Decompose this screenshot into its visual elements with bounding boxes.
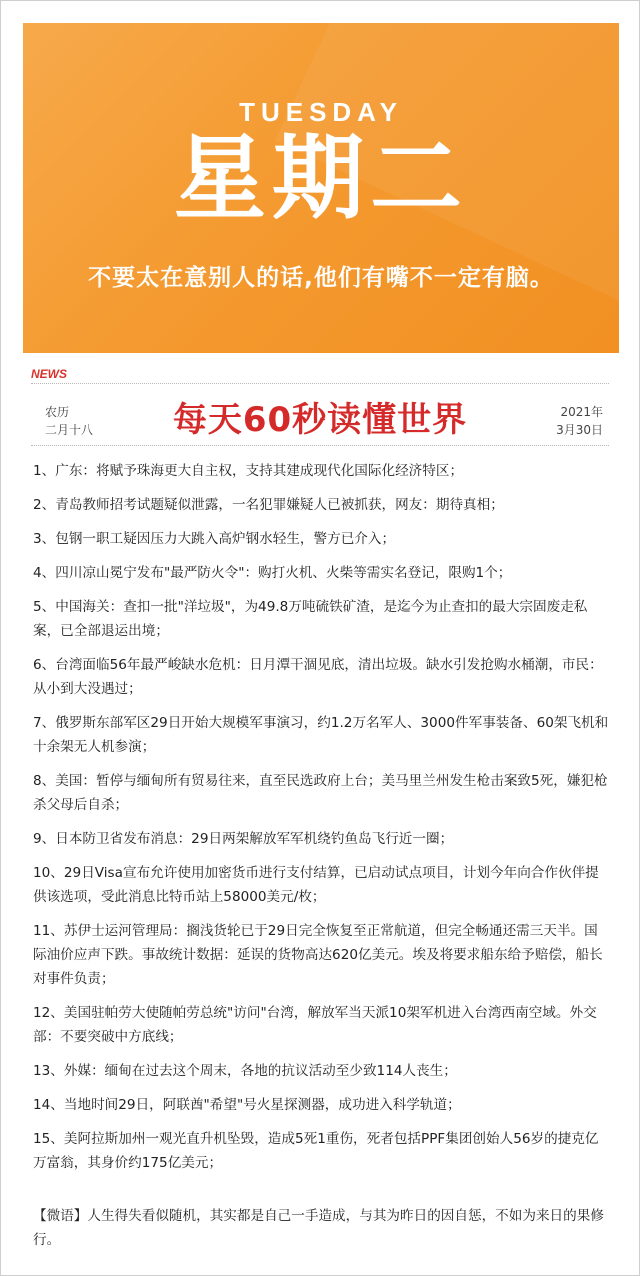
divider-bottom xyxy=(31,445,609,446)
date-day: 3月30日 xyxy=(556,423,603,437)
news-item-4: 4、四川凉山冕宁发布"最严防火令"：购打火机、火柴等需实名登记，限购1个； xyxy=(33,565,512,581)
news-item-7: 7、俄罗斯东部军区29日开始大规模军事演习，约1.2万名军人、3000件军事装备、60架飞机和十余架无人机参演； xyxy=(33,715,609,755)
news-item-12: 12、美国驻帕劳大使随帕劳总统"访问"台湾，解放军当天派10架军机进入台湾西南空域。外交部：不要突破中方底线； xyxy=(33,1005,597,1045)
weekday-chinese: 星期二 xyxy=(173,125,468,232)
date-year: 2021年 xyxy=(560,405,603,419)
daily-quote: 【微语】人生得失看似随机，其实都是自己一手造成，与其为昨日的因自惩，不如为来日的果修行。 xyxy=(33,1208,604,1248)
news-item-14: 14、当地时间29日，阿联酋"希望"号火星探测器，成功进入科学轨道； xyxy=(33,1097,461,1113)
news-item-1: 1、广东：将赋予珠海更大自主权，支持其建成现代化国际化经济特区； xyxy=(33,463,464,479)
news-item-15: 15、美阿拉斯加州一观光直升机坠毁，造成5死1重伤，死者包括PPF集团创始人56岁的捷克亿万富翁，其身价约175亿美元； xyxy=(33,1131,599,1171)
lunar-label: 农历 xyxy=(45,405,70,419)
news-item-5: 5、中国海关：查扣一批"洋垃圾"，为49.8万吨硫铁矿渣，是迄今为止查扣的最大宗固废走私案，已全部退运出境； xyxy=(33,599,588,639)
lunar-day: 二月十八 xyxy=(45,423,94,437)
news-tag: NEWS xyxy=(31,367,67,381)
news-item-9: 9、日本防卫省发布消息：29日两架解放军军机绕钓鱼岛飞行近一圈； xyxy=(33,831,454,847)
news-list xyxy=(33,459,609,1185)
banner-slogan: 不要太在意别人的话,他们有嘴不一定有脑。 xyxy=(88,265,554,291)
news-item-6: 6、台湾面临56年最严峻缺水危机：日月潭干涸见底，清出垃圾。缺水引发抢购水桶潮，市民：从小到大没遇过； xyxy=(33,657,603,697)
news-item-8: 8、美国：暂停与缅甸所有贸易往来，直至民选政府上台；美马里兰州发生枪击案致5死，嫌犯枪杀父母后自杀； xyxy=(33,773,608,813)
news-item-11: 11、苏伊士运河管理局：搁浅货轮已于29日完全恢复至正常航道，但完全畅通还需三天半。国际油价应声下跌。事故统计数据：延误的货物高达620亿美元。埃及将要求船东给予赔偿，船长对事件负责； xyxy=(33,923,603,987)
gregorian-date xyxy=(556,403,603,439)
news-item-13: 13、外媒：缅甸在过去这个周末，各地的抗议活动至少致114人丧生； xyxy=(33,1063,457,1079)
news-item-3: 3、包钢一职工疑因压力大跳入高炉钢水轻生，警方已介入； xyxy=(33,531,396,547)
weekday-english: TUESDAY xyxy=(239,97,403,127)
divider-top xyxy=(31,383,609,384)
news-item-10: 10、29日Visa宣布允许使用加密货币进行支付结算，已启动试点项目，计划今年向合作伙伴提供该选项，受此消息比特币站上58000美元/枚； xyxy=(33,865,599,905)
news-item-2: 2、青岛教师招考试题疑似泄露，一名犯罪嫌疑人已被抓获，网友：期待真相； xyxy=(33,497,504,513)
page-title: 每天60秒读懂世界 xyxy=(172,400,468,440)
weekday-banner xyxy=(23,23,619,353)
